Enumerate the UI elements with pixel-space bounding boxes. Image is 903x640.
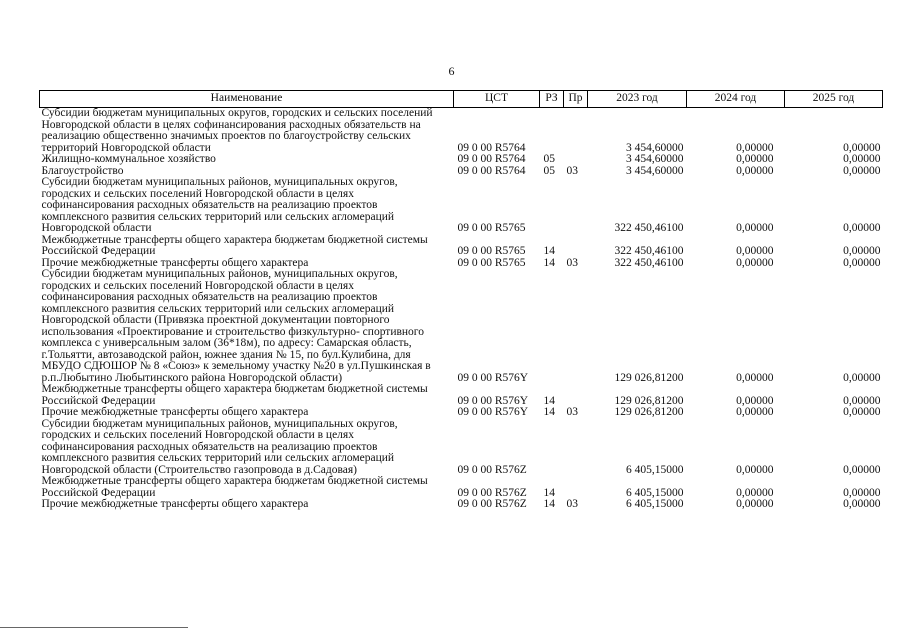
cell-2025: 0,00000 xyxy=(843,394,881,407)
cell-pr xyxy=(564,476,588,499)
cell-cst: 09 0 00 R5764 xyxy=(457,141,526,154)
cell-name: Субсидии бюджетам муниципальных районов, муниципальных округов, городских и сельских поселений Новгородской области в целях софинансирования расходных обязательств на реализацию проектов комплексного развития сельских территорий или сельских агломераций Новгородской области (Привязка проектной документации повторного использования «Проектирование и строительство физкультурно- спортивного комплекса с универсальным залом (36*18м), по адресу: Самарская область, г.Тольятти, автозаводской район, южнее здания № 15, по бул.Кулибина, для МБУДО СДЮШОР № 8 «Союз» к земельному участку №20 в ул.Пушкинская в р.п.Любытино Любытинского района Новгородской области) xyxy=(41,268,431,384)
cell-pr xyxy=(564,269,588,384)
cell-2023: 6 405,15000 xyxy=(626,498,684,510)
cell-cst: 09 0 00 R5765 xyxy=(457,256,526,269)
cell-2025: 0,00000 xyxy=(843,406,881,418)
cell-cst: 09 0 00 R5765 xyxy=(457,245,526,257)
cell-rz: 14 xyxy=(543,256,555,269)
cell-pr xyxy=(564,154,588,166)
cell-name: Межбюджетные трансферты общего характера бюджетам бюджетной системы Российской Федерации xyxy=(41,475,428,499)
header-2024: 2024 год xyxy=(687,91,785,108)
table-row xyxy=(40,419,883,477)
cell-name: Межбюджетные трансферты общего характера бюджетам бюджетной системы Российской Федерации xyxy=(41,383,428,407)
cell-pr: 03 xyxy=(566,164,578,177)
cell-cst: 09 0 00 R576Y xyxy=(457,406,529,418)
header-rz: РЗ xyxy=(540,91,564,108)
cell-2023: 322 450,46100 xyxy=(614,222,684,234)
cell-pr: 03 xyxy=(566,256,578,269)
header-2025: 2025 год xyxy=(785,91,883,108)
cell-cst: 09 0 00 R576Y xyxy=(457,394,529,407)
cell-2025: 0,00000 xyxy=(843,256,881,269)
cell-2025: 0,00000 xyxy=(843,164,881,177)
cell-rz: 14 xyxy=(543,245,555,257)
cell-pr xyxy=(564,108,588,155)
cell-2024: 0,00000 xyxy=(736,153,774,165)
cell-rz: 14 xyxy=(543,498,555,510)
cell-2025: 0,00000 xyxy=(843,486,881,499)
cell-rz: 14 xyxy=(543,486,555,499)
table-row xyxy=(40,154,883,166)
cell-2023: 6 405,15000 xyxy=(626,463,684,476)
cell-cst: 09 0 00 R576Z xyxy=(457,498,527,510)
cell-2024: 0,00000 xyxy=(736,222,774,234)
table-row xyxy=(40,235,883,258)
table-header-row xyxy=(40,91,883,108)
cell-2024: 0,00000 xyxy=(736,394,774,407)
header-cst: ЦСТ xyxy=(454,91,540,108)
table-row xyxy=(40,108,883,155)
table-row xyxy=(40,407,883,419)
cell-name: Благоустройство xyxy=(41,164,124,177)
cell-rz xyxy=(540,269,564,384)
cell-2023: 3 454,60000 xyxy=(626,153,684,165)
table-body xyxy=(40,108,883,511)
cell-2024: 0,00000 xyxy=(736,371,774,384)
header-2023: 2023 год xyxy=(588,91,687,108)
cell-2023: 6 405,15000 xyxy=(626,486,684,499)
cell-name: Субсидии бюджетам муниципальных округов, городских и сельских поселений Новгородской области в целях софинансирования расходных обязательств на реализацию общественно значимых проектов по благоустройству сельских территорий Новгородской области xyxy=(41,107,433,154)
cell-2025: 0,00000 xyxy=(843,153,881,165)
cell-2024: 0,00000 xyxy=(736,498,774,510)
cell-2025: 0,00000 xyxy=(843,141,881,154)
cell-2024: 0,00000 xyxy=(736,463,774,476)
cell-2024: 0,00000 xyxy=(736,406,774,418)
cell-2023: 3 454,60000 xyxy=(626,141,684,154)
table-row xyxy=(40,499,883,511)
cell-rz: 05 xyxy=(543,153,555,165)
cell-cst: 09 0 00 R576Z xyxy=(457,463,527,476)
cell-pr: 03 xyxy=(566,498,578,510)
table-row xyxy=(40,269,883,384)
cell-2023: 129 026,81200 xyxy=(614,371,684,384)
cell-pr xyxy=(564,177,588,235)
cell-2025: 0,00000 xyxy=(843,463,881,476)
cell-pr xyxy=(564,384,588,407)
cell-pr xyxy=(564,235,588,258)
table-row xyxy=(40,384,883,407)
cell-name: Прочие межбюджетные трансферты общего характера xyxy=(41,498,309,510)
cell-rz xyxy=(540,177,564,235)
cell-cst: 09 0 00 R576Y xyxy=(457,371,529,384)
cell-rz: 14 xyxy=(543,394,555,407)
cell-name: Жилищно-коммунальное хозяйство xyxy=(41,153,216,165)
cell-2024: 0,00000 xyxy=(736,256,774,269)
cell-name: Субсидии бюджетам муниципальных районов, муниципальных округов, городских и сельских поселений Новгородской области в целях софинансирования расходных обязательств на реализацию проектов комплексного развития сельских территорий или сельских агломераций Новгородской области (Строительство газопровода в д.Садовая) xyxy=(41,417,398,476)
cell-2024: 0,00000 xyxy=(736,486,774,499)
cell-2023: 129 026,81200 xyxy=(614,394,684,407)
cell-2023: 322 450,46100 xyxy=(614,245,684,257)
cell-rz xyxy=(540,419,564,477)
cell-cst: 09 0 00 R5764 xyxy=(457,164,526,177)
cell-2024: 0,00000 xyxy=(736,164,774,177)
cell-2024: 0,00000 xyxy=(736,245,774,257)
cell-2023: 129 026,81200 xyxy=(614,406,684,418)
cell-2025: 0,00000 xyxy=(843,245,881,257)
cell-pr xyxy=(564,419,588,477)
cell-name: Межбюджетные трансферты общего характера бюджетам бюджетной системы Российской Федерации xyxy=(41,233,428,257)
page-number: 6 xyxy=(448,64,455,78)
cell-name: Прочие межбюджетные трансферты общего характера xyxy=(41,406,309,418)
cell-2023: 322 450,46100 xyxy=(614,256,684,269)
budget-table xyxy=(39,90,883,511)
cell-rz: 14 xyxy=(543,406,555,418)
cell-cst: 09 0 00 R576Z xyxy=(457,486,527,499)
cell-2025: 0,00000 xyxy=(843,498,881,510)
cell-2023: 3 454,60000 xyxy=(626,164,684,177)
cell-cst: 09 0 00 R5765 xyxy=(457,222,526,234)
header-pr: Пр xyxy=(564,91,588,108)
cell-rz: 05 xyxy=(543,164,555,177)
cell-name: Субсидии бюджетам муниципальных районов, муниципальных округов, городских и сельских поселений Новгородской области в целях софинансирования расходных обязательств на реализацию проектов комплексного развития сельских территорий или сельских агломераций Новгородской области xyxy=(41,176,398,234)
cell-cst: 09 0 00 R5764 xyxy=(457,153,526,165)
cell-rz xyxy=(540,108,564,155)
table-row xyxy=(40,476,883,499)
table-row xyxy=(40,177,883,235)
cell-2025: 0,00000 xyxy=(843,222,881,234)
footer-rule xyxy=(0,627,188,628)
cell-name: Прочие межбюджетные трансферты общего характера xyxy=(41,256,309,269)
cell-pr: 03 xyxy=(566,406,578,418)
header-name: Наименование xyxy=(40,91,454,108)
cell-2025: 0,00000 xyxy=(843,371,881,384)
cell-2024: 0,00000 xyxy=(736,141,774,154)
